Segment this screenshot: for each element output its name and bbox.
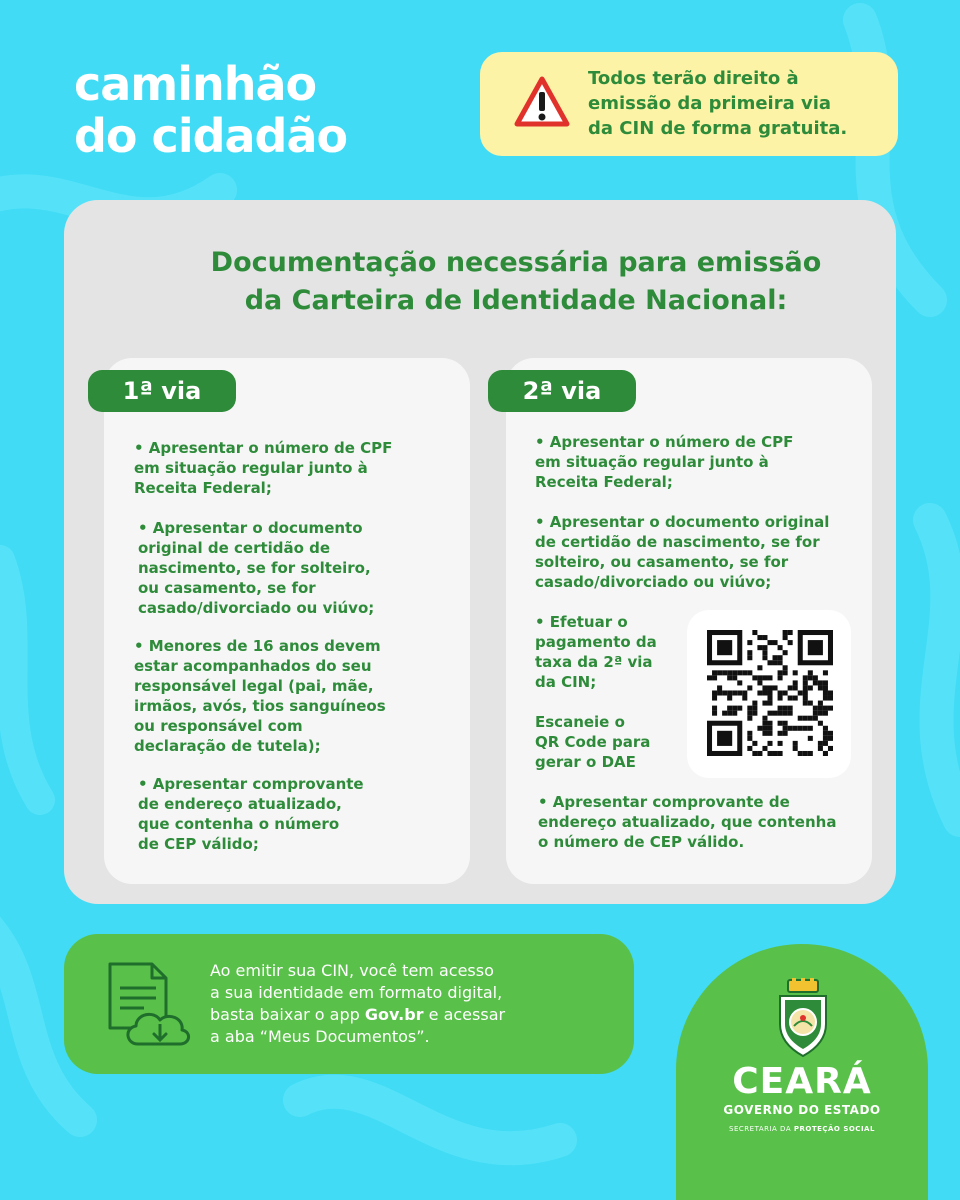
text-line: Ao emitir sua CIN, você tem acesso — [210, 961, 494, 980]
qr-module — [823, 711, 828, 716]
qr-module — [732, 690, 737, 695]
qr-module — [712, 706, 717, 711]
qr-module — [803, 675, 808, 680]
text-line: • Efetuar o — [535, 613, 628, 631]
qr-module — [798, 726, 803, 731]
qr-module — [747, 685, 752, 690]
qr-module — [712, 670, 717, 675]
qr-module — [813, 680, 818, 685]
qr-module — [747, 736, 752, 741]
state-crest-icon — [774, 978, 832, 1058]
qr-module — [767, 640, 772, 645]
qr-module — [767, 751, 772, 756]
qr-module — [783, 706, 788, 711]
qr-module — [818, 706, 823, 711]
qr-module — [732, 711, 737, 716]
first-copy-label: 1ª via — [88, 370, 236, 412]
text-line: • Apresentar o documento — [138, 519, 363, 537]
text-line: Receita Federal; — [134, 479, 272, 497]
qr-module — [752, 751, 757, 756]
qr-module — [767, 685, 772, 690]
text-line: responsável legal (pai, mãe, — [134, 677, 374, 695]
qr-module — [788, 726, 793, 731]
qr-module — [778, 690, 783, 695]
qr-module — [757, 675, 762, 680]
qr-module — [717, 731, 732, 746]
qr-module — [747, 746, 752, 751]
qr-module — [823, 726, 828, 731]
qr-module — [793, 696, 798, 701]
text-line: • Apresentar o documento original — [535, 513, 830, 531]
qr-module — [823, 690, 828, 695]
text-segment: PROTEÇÃO SOCIAL — [793, 1125, 875, 1133]
qr-module — [747, 650, 752, 655]
qr-module — [762, 675, 767, 680]
qr-module — [752, 711, 757, 716]
qr-module — [818, 741, 823, 746]
qr-code-icon — [707, 630, 833, 756]
qr-module — [788, 711, 793, 716]
qr-module — [727, 690, 732, 695]
warning-triangle-icon — [514, 76, 570, 128]
qr-module — [808, 736, 813, 741]
free-first-copy-notice — [480, 52, 898, 156]
text-line: que contenha o número — [138, 815, 340, 833]
qr-module — [757, 635, 762, 640]
qr-module — [773, 640, 778, 645]
qr-module — [757, 690, 762, 695]
documentation-title — [76, 244, 956, 320]
qr-module — [818, 721, 823, 726]
qr-module — [727, 696, 732, 701]
qr-module — [808, 685, 813, 690]
qr-module — [808, 726, 813, 731]
qr-module — [773, 660, 778, 665]
qr-module — [742, 670, 747, 675]
qr-module — [762, 731, 767, 736]
qr-module — [808, 640, 823, 655]
qr-module — [783, 665, 788, 670]
title-line-1: caminhão — [74, 57, 317, 111]
text-line: • Apresentar o número de CPF — [134, 439, 393, 457]
qr-module — [778, 741, 783, 746]
text-line: de CEP válido; — [138, 835, 259, 853]
qr-module — [793, 726, 798, 731]
qr-module — [788, 630, 793, 635]
text-line: ou casamento, se for — [138, 579, 316, 597]
qr-module — [813, 675, 818, 680]
text-segment: basta baixar o app — [210, 1005, 365, 1024]
qr-module — [767, 731, 772, 736]
second-fee-bullet — [535, 612, 657, 692]
qr-module — [783, 726, 788, 731]
first-minors-bullet — [134, 636, 386, 756]
qr-module — [762, 746, 767, 751]
qr-module — [778, 645, 783, 650]
qr-instruction — [535, 712, 650, 772]
qr-module — [778, 675, 783, 680]
text-line: • Apresentar o número de CPF — [535, 433, 794, 451]
text-line: ou responsável com — [134, 717, 303, 735]
qr-module — [818, 746, 823, 751]
text-line: casado/divorciado ou viúvo; — [138, 599, 375, 617]
qr-module — [732, 706, 737, 711]
qr-module — [803, 716, 808, 721]
qr-module — [767, 721, 772, 726]
text-line: nascimento, se for solteiro, — [138, 559, 371, 577]
qr-module — [828, 690, 833, 695]
text-line: endereço atualizado, que contenha — [538, 813, 837, 831]
qr-module — [803, 685, 808, 690]
qr-module — [707, 675, 712, 680]
qr-module — [783, 635, 788, 640]
qr-module — [762, 690, 767, 695]
qr-module — [762, 645, 767, 650]
text-line: o número de CEP válido. — [538, 833, 745, 851]
first-address-bullet — [138, 774, 364, 854]
qr-module — [747, 655, 752, 660]
qr-module — [767, 696, 772, 701]
qr-module — [808, 701, 813, 706]
qr-module — [762, 685, 767, 690]
qr-module — [823, 731, 828, 736]
qr-module — [778, 731, 783, 736]
qr-module — [712, 711, 717, 716]
qr-module — [783, 670, 788, 675]
qr-module — [773, 685, 778, 690]
qr-module — [828, 736, 833, 741]
qr-module — [798, 690, 803, 695]
qr-module — [773, 711, 778, 716]
qr-module — [757, 665, 762, 670]
notice-line-3: da CIN de forma gratuita. — [588, 118, 848, 139]
qr-module — [722, 670, 727, 675]
qr-module — [798, 751, 803, 756]
qr-module — [732, 670, 737, 675]
qr-module — [823, 706, 828, 711]
qr-module — [793, 670, 798, 675]
text-line: declaração de tutela); — [134, 737, 321, 755]
qr-module — [778, 751, 783, 756]
qr-module — [737, 680, 742, 685]
text-line: pagamento da — [535, 633, 657, 651]
qr-module — [737, 670, 742, 675]
documentation-title-line-2: da Carteira de Identidade Nacional: — [244, 285, 788, 316]
qr-module — [793, 680, 798, 685]
qr-module — [788, 696, 793, 701]
text-segment: e acessar — [423, 1005, 506, 1024]
text-line: Escaneie o — [535, 713, 625, 731]
qr-module — [747, 670, 752, 675]
qr-module — [818, 711, 823, 716]
qr-module — [823, 751, 828, 756]
qr-module — [823, 736, 828, 741]
text-line: a aba “Meus Documentos”. — [210, 1027, 430, 1046]
qr-module — [767, 701, 772, 706]
text-line: original de certidão de — [138, 539, 331, 557]
qr-module — [828, 706, 833, 711]
qr-module — [747, 706, 752, 711]
qr-module — [823, 680, 828, 685]
qr-module — [757, 726, 762, 731]
qr-module — [813, 711, 818, 716]
qr-module — [788, 685, 793, 690]
qr-module — [778, 670, 783, 675]
government-subtitle: GOVERNO DO ESTADO — [723, 1103, 881, 1117]
qr-module — [778, 721, 783, 726]
qr-module — [798, 716, 803, 721]
qr-module — [752, 701, 757, 706]
text-line: • Menores de 16 anos devem — [134, 637, 381, 655]
title-line-2: do cidadão — [74, 109, 348, 163]
documentation-title-line-1: Documentação necessária para emissão — [210, 247, 822, 278]
qr-module — [783, 650, 788, 655]
qr-module — [808, 751, 813, 756]
text-line: • Apresentar comprovante — [138, 775, 364, 793]
qr-module — [762, 721, 767, 726]
qr-module — [722, 711, 727, 716]
qr-module — [747, 640, 752, 645]
digital-id-info-text — [210, 960, 620, 1048]
qr-module — [808, 675, 813, 680]
text-line: em situação regular junto à — [134, 459, 368, 477]
qr-module — [818, 701, 823, 706]
qr-module — [737, 690, 742, 695]
qr-module — [823, 741, 828, 746]
qr-module — [793, 741, 798, 746]
qr-module — [742, 696, 747, 701]
text-line: solteiro, ou casamento, se for — [535, 553, 789, 571]
qr-module — [747, 711, 752, 716]
qr-module — [717, 670, 722, 675]
qr-module — [762, 655, 767, 660]
qr-module — [788, 640, 793, 645]
qr-module — [808, 670, 813, 675]
qr-module — [783, 630, 788, 635]
qr-module — [778, 706, 783, 711]
qr-module — [757, 680, 762, 685]
second-birth-certificate-bullet — [535, 512, 829, 592]
text-segment: SECRETARIA DA — [729, 1125, 794, 1133]
qr-module — [717, 690, 722, 695]
qr-module — [783, 721, 788, 726]
first-cpf-bullet — [134, 438, 392, 498]
qr-module — [762, 716, 767, 721]
qr-module — [818, 680, 823, 685]
qr-module — [747, 731, 752, 736]
qr-module — [762, 635, 767, 640]
qr-module — [757, 751, 762, 756]
qr-module — [773, 655, 778, 660]
qr-module — [717, 640, 732, 655]
qr-module — [783, 711, 788, 716]
qr-module — [767, 690, 772, 695]
text-line: da CIN; — [535, 673, 597, 691]
text-line: gerar o DAE — [535, 753, 636, 771]
text-line: estar acompanhados do seu — [134, 657, 372, 675]
state-name: CEARÁ — [732, 1061, 872, 1102]
qr-module — [752, 630, 757, 635]
text-line: a sua identidade em formato digital, — [210, 983, 503, 1002]
qr-module — [767, 741, 772, 746]
qr-module — [712, 696, 717, 701]
qr-module — [803, 751, 808, 756]
qr-module — [783, 690, 788, 695]
qr-module — [793, 685, 798, 690]
qr-module — [767, 675, 772, 680]
qr-module — [732, 675, 737, 680]
text-line: irmãos, avós, tios sanguíneos — [134, 697, 386, 715]
qr-module — [783, 731, 788, 736]
qr-module — [818, 685, 823, 690]
second-address-bullet — [538, 792, 836, 852]
digital-id-info-banner — [64, 934, 634, 1074]
text-line: casado/divorciado ou viúvo; — [535, 573, 772, 591]
qr-module — [767, 711, 772, 716]
qr-module — [712, 675, 717, 680]
text-line: de endereço atualizado, — [138, 795, 342, 813]
text-line: de certidão de nascimento, se for — [535, 533, 820, 551]
qr-module — [727, 670, 732, 675]
qr-module — [752, 675, 757, 680]
qr-module — [767, 726, 772, 731]
qr-module — [803, 701, 808, 706]
qr-module — [828, 746, 833, 751]
qr-module — [788, 706, 793, 711]
qr-module — [757, 645, 762, 650]
qr-module — [778, 711, 783, 716]
document-download-icon — [100, 956, 200, 1056]
second-cpf-bullet — [535, 432, 793, 492]
page-title — [74, 58, 347, 162]
second-copy-label: 2ª via — [488, 370, 636, 412]
qr-module — [828, 696, 833, 701]
secretariat-name — [676, 1124, 928, 1134]
qr-module — [752, 706, 757, 711]
govbr-app-name: Gov.br — [364, 1005, 424, 1024]
text-line: em situação regular junto à — [535, 453, 769, 471]
qr-module — [823, 670, 828, 675]
qr-module — [727, 706, 732, 711]
government-logo — [676, 944, 928, 1200]
qr-module — [712, 690, 717, 695]
qr-module — [803, 680, 808, 685]
qr-module — [747, 716, 752, 721]
qr-module — [803, 696, 808, 701]
qr-module — [762, 701, 767, 706]
text-line: Receita Federal; — [535, 473, 673, 491]
qr-module — [722, 690, 727, 695]
qr-module — [823, 685, 828, 690]
qr-module — [762, 650, 767, 655]
qr-module — [828, 731, 833, 736]
text-line: • Apresentar comprovante de — [538, 793, 790, 811]
qr-module — [752, 741, 757, 746]
qr-module — [778, 655, 783, 660]
text-line — [210, 1004, 620, 1026]
qr-module — [803, 726, 808, 731]
qr-module — [803, 690, 808, 695]
qr-module — [813, 706, 818, 711]
first-birth-certificate-bullet — [138, 518, 374, 618]
qr-module — [793, 746, 798, 751]
notice-line-1: Todos terão direito à — [588, 68, 799, 89]
qr-module — [773, 751, 778, 756]
qr-module — [717, 685, 722, 690]
text-line: QR Code para — [535, 733, 651, 751]
qr-module — [808, 716, 813, 721]
qr-module — [778, 660, 783, 665]
qr-module — [823, 696, 828, 701]
qr-module — [762, 726, 767, 731]
qr-module — [813, 716, 818, 721]
notice-line-2: emissão da primeira via — [588, 93, 832, 114]
notice-text — [588, 66, 888, 141]
qr-module — [727, 675, 732, 680]
dae-qr-code[interactable] — [687, 610, 851, 778]
qr-module — [767, 660, 772, 665]
qr-module — [778, 696, 783, 701]
text-line: taxa da 2ª via — [535, 653, 653, 671]
qr-module — [737, 706, 742, 711]
qr-module — [742, 690, 747, 695]
qr-module — [727, 711, 732, 716]
